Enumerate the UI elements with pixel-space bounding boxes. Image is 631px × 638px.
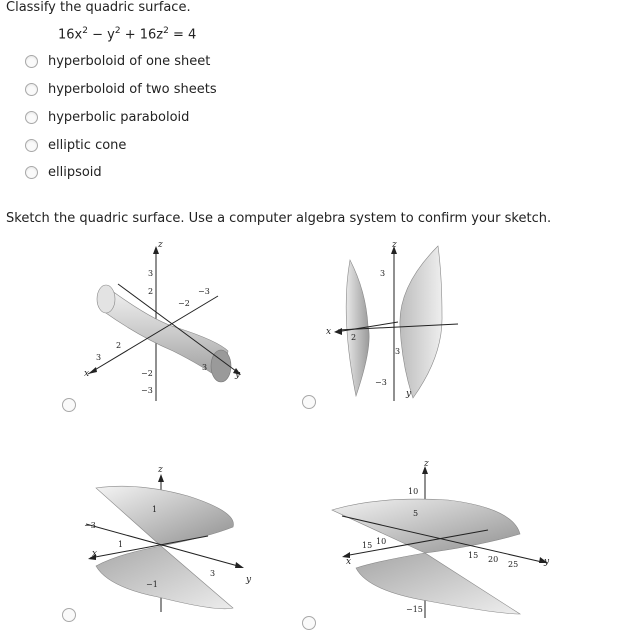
option-label: hyperbolic paraboloid [48, 109, 190, 125]
option-label: ellipsoid [48, 164, 102, 180]
option-ellipsoid[interactable] [25, 162, 102, 182]
x-axis-label: x [92, 549, 98, 559]
graph-elliptic-cone-small [78, 462, 268, 617]
graph-hyperboloid-two-sheets [318, 236, 468, 404]
tick-label: 20 [488, 555, 499, 564]
radio-button[interactable] [25, 166, 38, 179]
y-axis-label: y [235, 370, 241, 380]
tick-label: 2 [148, 287, 154, 296]
graph-elliptic-cone-large [328, 456, 560, 621]
tick-label: −3 [84, 521, 96, 530]
tick-label: 3 [148, 269, 154, 278]
question-title: Classify the quadric surface. [6, 0, 191, 15]
graph-4-radio[interactable] [302, 616, 316, 630]
graph-1-radio[interactable] [62, 398, 76, 412]
option-elliptic-cone[interactable] [25, 135, 126, 155]
z-axis-label: z [158, 240, 163, 250]
option-label: elliptic cone [48, 137, 127, 153]
x-axis-label: x [346, 557, 352, 567]
y-axis-label: y [406, 389, 412, 399]
tick-label: 15 [362, 541, 373, 550]
graph-hyperboloid-one-sheet [78, 236, 258, 404]
tick-label: 2 [116, 341, 122, 350]
graph-3-radio[interactable] [62, 608, 76, 622]
option-label: hyperboloid of two sheets [48, 81, 217, 97]
tick-label: −3 [375, 378, 387, 387]
graph-2-radio[interactable] [302, 395, 316, 409]
x-axis-label: x [84, 369, 90, 379]
tick-label: 5 [413, 509, 419, 518]
eq-term-x: 16x [58, 27, 83, 43]
y-axis-label: y [246, 575, 252, 585]
radio-button[interactable] [25, 111, 38, 124]
tick-label: 15 [468, 551, 479, 560]
option-label: hyperboloid of one sheet [48, 53, 211, 69]
x-axis-label: x [326, 327, 332, 337]
z-axis-label: z [392, 240, 397, 250]
z-axis-label: z [158, 465, 163, 475]
tick-label: −2 [141, 369, 153, 378]
tick-label: 3 [210, 569, 216, 578]
tick-label: 10 [376, 537, 387, 546]
z-axis-label: z [424, 459, 429, 469]
surface-sheet-right [400, 246, 442, 398]
tick-label: −2 [178, 299, 190, 308]
tick-label: 25 [508, 560, 519, 569]
surface-sheet-left [346, 260, 369, 396]
option-hyperboloid-two-sheets[interactable] [25, 79, 217, 99]
eq-exp-y: 2 [114, 26, 121, 36]
tick-label: 3 [380, 269, 386, 278]
eq-term-y: − y [87, 27, 115, 43]
radio-button[interactable] [25, 139, 38, 152]
tick-label: 3 [202, 363, 208, 372]
eq-rhs: = 4 [168, 27, 197, 43]
tick-label: 2 [351, 333, 357, 342]
tick-label: 3 [395, 347, 401, 356]
tick-label: −3 [198, 287, 210, 296]
eq-term-z: + 16z [120, 27, 164, 43]
option-hyperbolic-paraboloid[interactable] [25, 107, 189, 127]
equation [58, 26, 196, 42]
tick-label: 10 [408, 487, 419, 496]
y-axis-label: y [544, 557, 550, 567]
tick-label: −1 [146, 580, 158, 589]
tick-label: 1 [118, 540, 124, 549]
radio-button[interactable] [25, 55, 38, 68]
hyperboloid-surface [103, 288, 228, 381]
tick-label: −3 [141, 386, 153, 395]
radio-button[interactable] [25, 83, 38, 96]
eq-exp-z: 2 [163, 26, 169, 36]
tick-label: 1 [152, 505, 158, 514]
eq-exp-x: 2 [82, 26, 88, 36]
tick-label: 3 [96, 353, 102, 362]
sketch-prompt: Sketch the quadric surface. Use a computer algebra system to confirm your sketch. [6, 211, 552, 226]
cone-upper-nappe [96, 486, 233, 546]
tick-label: −15 [406, 605, 423, 614]
cone-upper-nappe [332, 499, 520, 553]
option-hyperboloid-one-sheet[interactable] [25, 51, 210, 71]
